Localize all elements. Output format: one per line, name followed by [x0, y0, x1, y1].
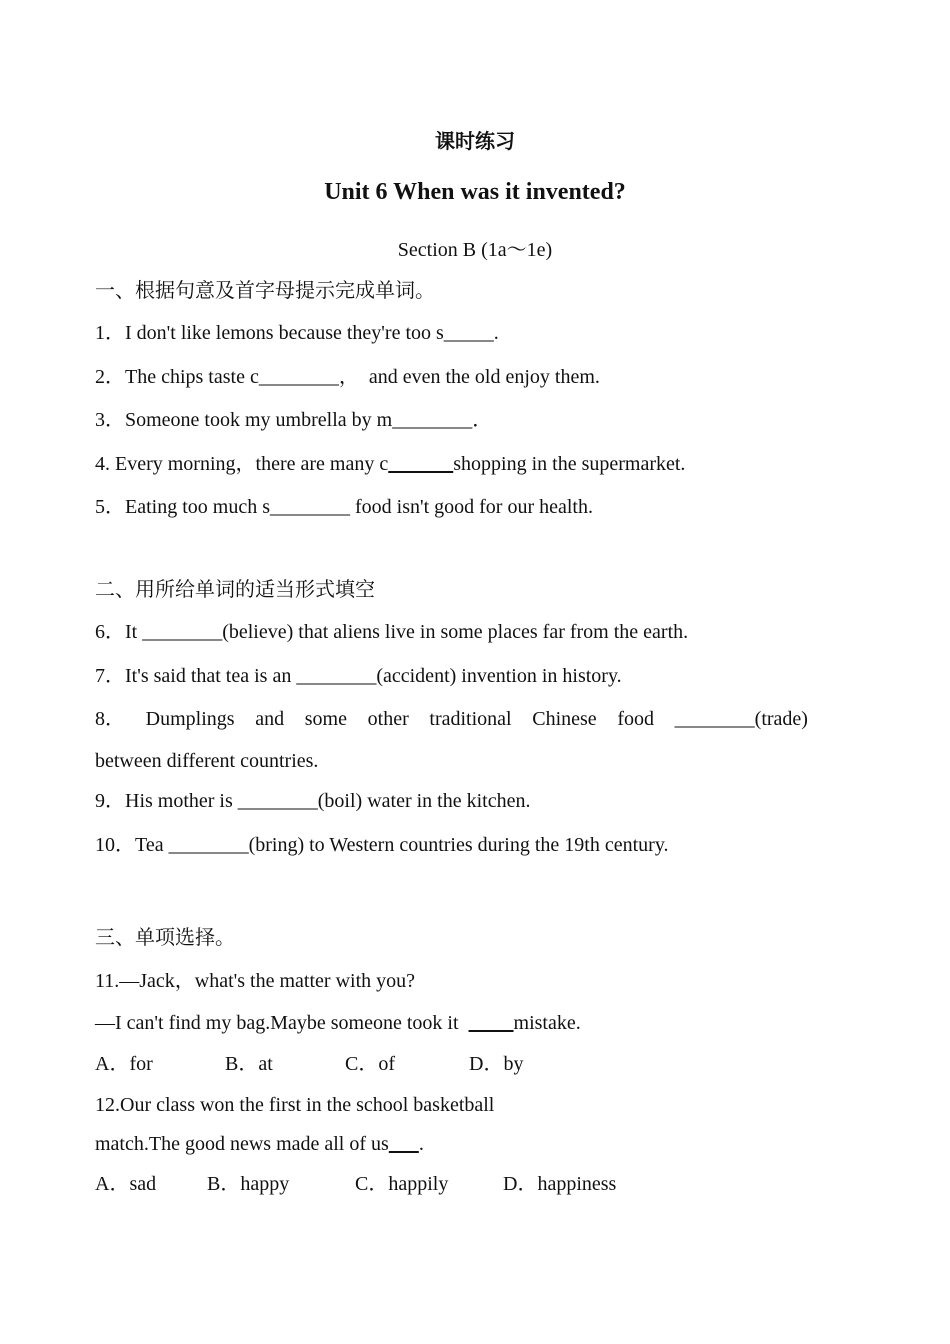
question-8-word: food [617, 708, 655, 730]
q11-option-c: C．of [345, 1053, 395, 1075]
question-1: 1．I don't like lemons because they're too s_____. [95, 322, 499, 344]
question-11-prompt: 11.—Jack，what's the matter with you? [95, 970, 416, 992]
unit-title: Unit 6 When was it invented? [324, 179, 626, 205]
question-6: 6．It ________(believe) that aliens live in some places far from the earth. [95, 621, 689, 643]
question-12-blank [389, 1133, 419, 1155]
q12-option-d: D．happiness [503, 1173, 617, 1195]
question-3: 3．Someone took my umbrella by m________． [95, 409, 493, 431]
question-8-word: some [304, 708, 347, 730]
question-11-reply [95, 1011, 581, 1035]
q11-option-a: A．for [95, 1053, 153, 1075]
question-11-blank [469, 1012, 514, 1034]
question-2: 2．The chips taste c________， and even the old enjoy them. [95, 366, 600, 388]
q11-option-b: B．at [225, 1053, 273, 1075]
question-4-end: shopping in the supermarket. [453, 453, 686, 475]
question-9: 9．His mother is ________(boil) water in the kitchen. [95, 790, 531, 812]
question-4-start: 4. Every morning，there are many c [95, 453, 389, 475]
q12-option-b: B．happy [207, 1173, 290, 1195]
worksheet-heading: 课时练习 [435, 129, 515, 153]
question-12-line2 [95, 1132, 424, 1156]
question-8-word: Dumplings [145, 708, 235, 730]
q12-option-a: A．sad [95, 1173, 157, 1195]
q12-option-c: C．happily [355, 1173, 449, 1195]
question-8-word: and [255, 708, 285, 730]
question-8-word: Chinese [532, 708, 597, 730]
question-11-reply-end: mistake. [513, 1012, 581, 1034]
question-4-blank [388, 453, 453, 475]
section-label: Section B (1a～1e) [397, 239, 553, 261]
question-8 [95, 707, 808, 731]
question-10: 10．Tea ________(bring) to Western countries during the 19th century. [95, 834, 669, 856]
question-8-word: traditional [429, 708, 512, 730]
question-12-line2-start: match.The good news made all of us [95, 1133, 389, 1155]
question-8-word: other [367, 708, 409, 730]
question-8-word: 8． [95, 708, 125, 730]
part1-instruction: 一、根据句意及首字母提示完成单词。 [95, 278, 435, 302]
question-12-line1: 12.Our class won the first in the school basketball [95, 1094, 495, 1116]
part3-instruction: 三、单项选择。 [95, 925, 235, 949]
question-8-continued: between different countries. [95, 750, 319, 772]
q11-option-d: D．by [469, 1053, 524, 1075]
part2-instruction: 二、用所给单词的适当形式填空 [95, 577, 375, 601]
question-5: 5．Eating too much s________ food isn't good for our health. [95, 496, 593, 518]
question-4 [95, 452, 685, 476]
question-11-reply-start: —I can't find my bag.Maybe someone took it [95, 1012, 469, 1034]
question-12-line2-end: . [418, 1133, 424, 1155]
question-8-word: ________(trade) [674, 708, 808, 730]
question-7: 7．It's said that tea is an ________(accident) invention in history. [95, 665, 622, 687]
